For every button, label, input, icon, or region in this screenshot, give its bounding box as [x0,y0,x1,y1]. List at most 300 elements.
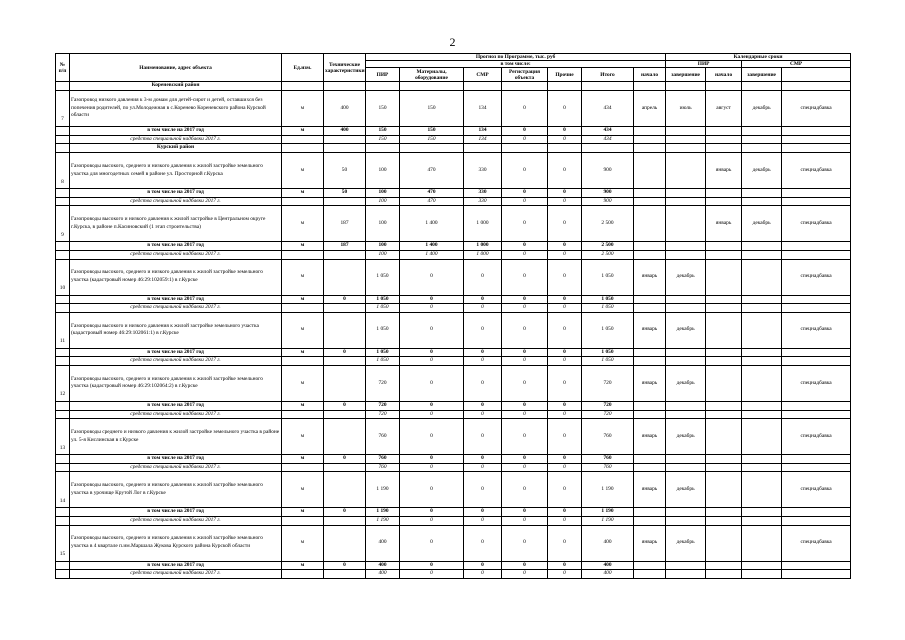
row-num: 8 [56,153,70,189]
cost-reg: 0 [502,570,548,579]
cost-smr: 0 [464,472,502,508]
cost-reg: 0 [502,91,548,127]
empty-cell [666,570,706,579]
object-name: Газопроводы среднего и низкого давления к жилой застройке земельного участка в районе ул. 5-я Кислинская в г.Курске [70,419,282,455]
cost-total: 1 050 [582,348,634,357]
object-row [56,365,851,401]
cost-smr: 0 [464,525,502,561]
cost-other: 0 [548,401,582,410]
cost-mat: 1 400 [400,250,464,259]
cost-total: 1 190 [582,508,634,517]
object-row [56,312,851,348]
empty-cell [400,82,464,91]
smr-end [742,259,782,295]
empty-cell [666,144,706,153]
empty-cell [634,348,666,357]
empty-cell [548,144,582,153]
row-num: 14 [56,472,70,508]
header-schedule: Календарные сроки [666,54,851,61]
empty-cell [782,463,851,472]
cost-reg: 0 [502,463,548,472]
unit: м [282,472,324,508]
empty-cell [782,304,851,313]
tech-value: 50 [324,153,366,189]
funding-source: спецнадбавка [782,91,851,127]
cost-total: 2 500 [582,242,634,251]
cost-pir: 100 [366,197,400,206]
empty-cell [782,348,851,357]
empty-cell [706,508,742,517]
empty-cell [706,242,742,251]
cost-other: 0 [548,348,582,357]
header-smr-start: начало [706,68,742,82]
header-tech: Технические характеристики [324,54,366,82]
cost-reg: 0 [502,135,548,144]
cost-mat: 150 [400,91,464,127]
object-name: Газопроводы высокого и низкого давления к жилой застройке земельного участка (кадастровый номер 46:29:102061:1) в г.Курске [70,312,282,348]
subtotal-label: в том числе на 2017 год [70,455,282,464]
cost-smr: 134 [464,127,502,136]
funding-source: спецнадбавка [782,312,851,348]
cost-reg: 0 [502,153,548,189]
pir-end: декабрь [666,525,706,561]
funds-row [56,197,851,206]
row-num-cell [56,250,70,259]
empty-cell [324,410,366,419]
empty-cell [742,250,782,259]
cost-reg: 0 [502,365,548,401]
empty-cell [366,144,400,153]
unit: м [282,91,324,127]
header-unit: Ед.изм. [282,54,324,82]
empty-cell [666,242,706,251]
empty-cell [666,189,706,198]
unit: м [282,419,324,455]
empty-cell [782,357,851,366]
empty-cell [634,570,666,579]
empty-cell [324,197,366,206]
row-num-cell [56,197,70,206]
empty-cell [666,295,706,304]
tech-value: 0 [324,348,366,357]
subtotal-row [56,508,851,517]
row-num-cell [56,455,70,464]
cost-pir: 1 190 [366,516,400,525]
cost-total: 2 500 [582,250,634,259]
cost-reg: 0 [502,357,548,366]
row-num-cell [56,144,70,153]
unit: м [282,561,324,570]
empty-cell [742,82,782,91]
empty-cell [706,295,742,304]
table-header [56,54,851,82]
cost-reg: 0 [502,455,548,464]
empty-cell [282,570,324,579]
cost-total: 434 [582,127,634,136]
cost-pir: 100 [366,206,400,242]
empty-cell [782,82,851,91]
smr-start [706,259,742,295]
smr-start: январь [706,153,742,189]
row-num-cell [56,401,70,410]
empty-cell [324,357,366,366]
empty-cell [324,144,366,153]
empty-cell [742,570,782,579]
object-row [56,259,851,295]
district-name: Курский район [70,144,282,153]
object-name: Газопроводы высокого и низкого давления к жилой застройке в Центральном округе г.Курска, в районе п.Касиновский (1 этап строительства) [70,206,282,242]
header-name: Наименование, адрес объекта [70,54,282,82]
tech-value: 0 [324,455,366,464]
pir-end: декабрь [666,472,706,508]
funds-label: средства специальной надбавки 2017 г. [70,304,282,313]
object-name: Газопровод низкого давления к 3-м домам для детей-сирот и детей, оставшихся без попечения родителей, по ул.Молодежная в с.Коренево Кореневского района Курской области [70,91,282,127]
empty-cell [742,197,782,206]
row-num-cell [56,295,70,304]
empty-cell [706,250,742,259]
tech-value: 0 [324,295,366,304]
tech-value: 0 [324,561,366,570]
cost-other: 0 [548,561,582,570]
empty-cell [634,127,666,136]
cost-other: 0 [548,206,582,242]
row-num-cell [56,135,70,144]
unit: м [282,455,324,464]
cost-smr: 0 [464,410,502,419]
cost-other: 0 [548,516,582,525]
cost-reg: 0 [502,561,548,570]
cost-mat: 0 [400,401,464,410]
empty-cell [634,561,666,570]
empty-cell [400,144,464,153]
cost-total: 434 [582,135,634,144]
empty-cell [782,410,851,419]
cost-pir: 760 [366,463,400,472]
cost-pir: 1 050 [366,259,400,295]
object-row [56,525,851,561]
cost-total: 760 [582,463,634,472]
empty-cell [282,410,324,419]
funding-source: спецнадбавка [782,206,851,242]
cost-other: 0 [548,419,582,455]
district-row [56,144,851,153]
object-name: Газопроводы высокого, среднего и низкого давления к жилой застройке земельного участка в 4 квартале п.им.Маршала Жукова Курского района Курской области [70,525,282,561]
cost-smr: 0 [464,401,502,410]
cost-pir: 1 050 [366,348,400,357]
cost-pir: 1 190 [366,472,400,508]
header-total: Итого [582,68,634,82]
cost-smr: 0 [464,295,502,304]
empty-cell [782,508,851,517]
cost-total: 760 [582,419,634,455]
cost-reg: 0 [502,419,548,455]
empty-cell [706,455,742,464]
cost-reg: 0 [502,516,548,525]
smr-end [742,472,782,508]
cost-reg: 0 [502,410,548,419]
district-name: Кореневский район [70,82,282,91]
subtotal-row [56,561,851,570]
empty-cell [782,401,851,410]
empty-cell [706,197,742,206]
smr-start: август [706,91,742,127]
empty-cell [782,189,851,198]
empty-cell [634,135,666,144]
empty-cell [324,463,366,472]
cost-smr: 0 [464,304,502,313]
empty-cell [742,561,782,570]
cost-total: 1 190 [582,516,634,525]
cost-mat: 1 400 [400,206,464,242]
empty-cell [706,189,742,198]
empty-cell [666,304,706,313]
pir-start [634,206,666,242]
row-num: 13 [56,419,70,455]
cost-other: 0 [548,455,582,464]
district-row [56,82,851,91]
empty-cell [706,304,742,313]
cost-smr: 134 [464,135,502,144]
unit: м [282,525,324,561]
cost-reg: 0 [502,189,548,198]
cost-smr: 1 000 [464,206,502,242]
smr-start [706,312,742,348]
row-num-cell [56,82,70,91]
cost-smr: 0 [464,463,502,472]
cost-other: 0 [548,197,582,206]
cost-other: 0 [548,472,582,508]
row-num-cell [56,516,70,525]
cost-other: 0 [548,365,582,401]
cost-mat: 0 [400,525,464,561]
cost-other: 0 [548,250,582,259]
smr-end: декабрь [742,206,782,242]
empty-cell [782,570,851,579]
object-row [56,419,851,455]
cost-total: 434 [582,91,634,127]
empty-cell [706,357,742,366]
header-pir-end: завершение [666,68,706,82]
unit: м [282,508,324,517]
header-sched-smr: СМР [742,61,851,68]
tech-value [324,365,366,401]
cost-reg: 0 [502,197,548,206]
cost-pir: 720 [366,401,400,410]
empty-cell [782,250,851,259]
cost-total: 1 050 [582,357,634,366]
subtotal-row [56,127,851,136]
funding-source: спецнадбавка [782,525,851,561]
empty-cell [282,304,324,313]
empty-cell [782,135,851,144]
empty-cell [742,295,782,304]
cost-mat: 470 [400,197,464,206]
header-materials: Материалы, оборудование [400,68,464,82]
row-num: 11 [56,312,70,348]
empty-cell [324,516,366,525]
funds-label: средства специальной надбавки 2017 г. [70,410,282,419]
empty-cell [666,410,706,419]
smr-start [706,525,742,561]
funds-row [56,410,851,419]
cost-total: 1 050 [582,304,634,313]
cost-reg: 0 [502,295,548,304]
cost-other: 0 [548,259,582,295]
unit: м [282,242,324,251]
cost-total: 2 500 [582,206,634,242]
empty-cell [782,516,851,525]
cost-total: 400 [582,561,634,570]
subtotal-label: в том числе на 2017 год [70,242,282,251]
cost-pir: 400 [366,570,400,579]
pir-end [666,206,706,242]
cost-pir: 400 [366,561,400,570]
empty-cell [742,410,782,419]
empty-cell [706,348,742,357]
subtotal-label: в том числе на 2017 год [70,295,282,304]
program-table [55,53,851,579]
empty-cell [666,127,706,136]
cost-other: 0 [548,410,582,419]
cost-other: 0 [548,508,582,517]
cost-smr: 0 [464,365,502,401]
cost-pir: 1 190 [366,508,400,517]
funds-label: средства специальной надбавки 2017 г. [70,250,282,259]
tech-value [324,312,366,348]
empty-cell [282,516,324,525]
empty-cell [324,135,366,144]
cost-other: 0 [548,525,582,561]
empty-cell [666,357,706,366]
funding-source: спецнадбавка [782,419,851,455]
empty-cell [706,144,742,153]
cost-pir: 400 [366,525,400,561]
empty-cell [634,508,666,517]
pir-end [666,153,706,189]
empty-cell [706,401,742,410]
funding-source: спецнадбавка [782,365,851,401]
header-num: № п/п [56,54,70,82]
pir-start: январь [634,312,666,348]
object-name: Газопроводы высокого, среднего и низкого давления к жилой застройке земельного участка (кадастровый номер 46:29:102064:2) в г.Курске [70,365,282,401]
empty-cell [742,357,782,366]
cost-pir: 150 [366,135,400,144]
pir-end: декабрь [666,419,706,455]
cost-reg: 0 [502,250,548,259]
funding-source: спецнадбавка [782,259,851,295]
cost-smr: 330 [464,189,502,198]
cost-smr: 0 [464,516,502,525]
header-pir: ПИР [366,68,400,82]
empty-cell [742,508,782,517]
pir-start: январь [634,419,666,455]
subtotal-row [56,455,851,464]
empty-cell [282,197,324,206]
header-incl: в том числе: [366,61,666,68]
empty-cell [666,463,706,472]
empty-cell [634,455,666,464]
pir-start: январь [634,525,666,561]
empty-cell [324,250,366,259]
cost-other: 0 [548,91,582,127]
pir-end: декабрь [666,259,706,295]
cost-total: 720 [582,410,634,419]
cost-mat: 0 [400,348,464,357]
funds-label: средства специальной надбавки 2017 г. [70,357,282,366]
smr-end [742,419,782,455]
row-num-cell [56,127,70,136]
empty-cell [742,304,782,313]
tech-value: 0 [324,401,366,410]
empty-cell [634,401,666,410]
empty-cell [282,82,324,91]
row-num-cell [56,242,70,251]
empty-cell [742,242,782,251]
cost-smr: 0 [464,419,502,455]
empty-cell [634,197,666,206]
header-cost-group: Прогноз по Программе, тыс. руб [366,54,666,61]
cost-reg: 0 [502,259,548,295]
tech-value [324,472,366,508]
subtotal-label: в том числе на 2017 год [70,348,282,357]
pir-start: апрель [634,91,666,127]
cost-total: 900 [582,197,634,206]
cost-smr: 1 000 [464,250,502,259]
object-row [56,472,851,508]
cost-other: 0 [548,304,582,313]
empty-cell [666,135,706,144]
object-row [56,91,851,127]
subtotal-label: в том числе на 2017 год [70,561,282,570]
cost-smr: 134 [464,91,502,127]
tech-value [324,259,366,295]
row-num-cell [56,357,70,366]
unit: м [282,312,324,348]
empty-cell [742,135,782,144]
unit: м [282,153,324,189]
cost-mat: 0 [400,472,464,508]
empty-cell [666,561,706,570]
row-num: 7 [56,91,70,127]
empty-cell [634,82,666,91]
row-num: 15 [56,525,70,561]
object-row [56,153,851,189]
empty-cell [782,242,851,251]
subtotal-row [56,295,851,304]
row-num-cell [56,561,70,570]
empty-cell [582,144,634,153]
pir-start: январь [634,259,666,295]
empty-cell [742,516,782,525]
cost-other: 0 [548,189,582,198]
empty-cell [782,144,851,153]
subtotal-label: в том числе на 2017 год [70,127,282,136]
cost-pir: 1 050 [366,312,400,348]
empty-cell [706,463,742,472]
smr-start: январь [706,206,742,242]
cost-smr: 0 [464,312,502,348]
cost-other: 0 [548,127,582,136]
unit: м [282,348,324,357]
funds-label: средства специальной надбавки 2017 г. [70,516,282,525]
funds-row [56,304,851,313]
empty-cell [706,82,742,91]
empty-cell [742,127,782,136]
object-name: Газопроводы высокого, среднего и низкого давления к жилой застройке земельного участка для многодетных семей в районе ул. Просторной г.Курска [70,153,282,189]
cost-pir: 100 [366,153,400,189]
tech-value: 400 [324,127,366,136]
empty-cell [324,304,366,313]
